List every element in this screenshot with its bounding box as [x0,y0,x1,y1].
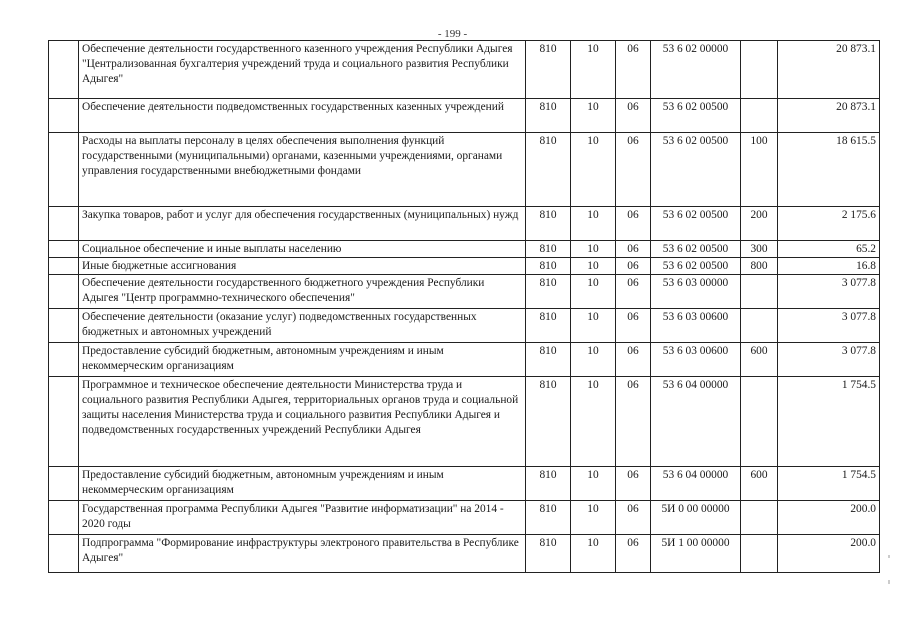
expense-type-code [741,309,778,343]
expense-type-code [741,377,778,467]
ministry-code: 810 [526,241,571,258]
expense-type-code: 300 [741,241,778,258]
table-row [49,309,880,343]
item-name: Программное и техническое обеспечение деятельности Министерства труда и социального развития Республики Адыгея, территориальных органов труда и социальной защиты населения Министерства труда и социального развития Республики Адыгея и подведомственных государственных учреждений Республики Адыгея [79,377,526,467]
blank-cell [49,133,79,207]
blank-cell [49,343,79,377]
subsection-code: 06 [616,275,651,309]
subsection-code: 06 [616,133,651,207]
expense-type-code: 600 [741,343,778,377]
amount: 3 077.8 [778,309,880,343]
amount: 3 077.8 [778,275,880,309]
blank-cell [49,258,79,275]
ministry-code: 810 [526,343,571,377]
target-article-code: 53 6 02 00500 [651,207,741,241]
section-code: 10 [571,133,616,207]
amount: 65.2 [778,241,880,258]
subsection-code: 06 [616,207,651,241]
ministry-code: 810 [526,275,571,309]
subsection-code: 06 [616,241,651,258]
section-code: 10 [571,207,616,241]
amount: 20 873.1 [778,41,880,99]
expense-type-code: 200 [741,207,778,241]
item-name: Иные бюджетные ассигнования [79,258,526,275]
expense-type-code: 800 [741,258,778,275]
amount: 200.0 [778,535,880,573]
section-code: 10 [571,343,616,377]
table-row [49,467,880,501]
amount: 200.0 [778,501,880,535]
ministry-code: 810 [526,258,571,275]
section-code: 10 [571,377,616,467]
table-row [49,241,880,258]
target-article-code: 53 6 02 00000 [651,41,741,99]
amount: 1 754.5 [778,377,880,467]
target-article-code: 53 6 04 00000 [651,377,741,467]
section-code: 10 [571,41,616,99]
item-name: Обеспечение деятельности государственного казенного учреждения Республики Адыгея "Централизованная бухгалтерия учреждений труда и социального развития Республики Адыгея" [79,41,526,99]
subsection-code: 06 [616,377,651,467]
target-article-code: 53 6 02 00500 [651,258,741,275]
table-row [49,99,880,133]
section-code: 10 [571,501,616,535]
target-article-code: 5И 0 00 00000 [651,501,741,535]
expense-type-code: 100 [741,133,778,207]
scan-mark [888,555,890,558]
target-article-code: 53 6 02 00500 [651,99,741,133]
expense-type-code [741,501,778,535]
table-row [49,343,880,377]
item-name: Государственная программа Республики Адыгея "Развитие информатизации" на 2014 - 2020 годы [79,501,526,535]
expense-type-code: 600 [741,467,778,501]
ministry-code: 810 [526,377,571,467]
ministry-code: 810 [526,207,571,241]
section-code: 10 [571,258,616,275]
amount: 2 175.6 [778,207,880,241]
table-row [49,501,880,535]
section-code: 10 [571,467,616,501]
subsection-code: 06 [616,99,651,133]
table-row [49,275,880,309]
table-row [49,41,880,99]
amount: 20 873.1 [778,99,880,133]
table-row [49,133,880,207]
item-name: Расходы на выплаты персоналу в целях обеспечения выполнения функций государственными (муниципальными) органами, казенными учреждениями, органами управления государственными внебюджетными фондами [79,133,526,207]
section-code: 10 [571,241,616,258]
item-name: Обеспечение деятельности (оказание услуг) подведомственных государственных бюджетных и автономных учреждений [79,309,526,343]
blank-cell [49,207,79,241]
blank-cell [49,535,79,573]
subsection-code: 06 [616,309,651,343]
blank-cell [49,241,79,258]
amount: 3 077.8 [778,343,880,377]
item-name: Предоставление субсидий бюджетным, автономным учреждениям и иным некоммерческим организациям [79,467,526,501]
section-code: 10 [571,99,616,133]
blank-cell [49,275,79,309]
blank-cell [49,309,79,343]
item-name: Подпрограмма "Формирование инфраструктуры электроного правительства в Республике Адыгея" [79,535,526,573]
ministry-code: 810 [526,535,571,573]
section-code: 10 [571,535,616,573]
expense-type-code [741,41,778,99]
table-row [49,535,880,573]
blank-cell [49,467,79,501]
item-name: Обеспечение деятельности подведомственных государственных казенных учреждений [79,99,526,133]
table-row [49,377,880,467]
target-article-code: 53 6 03 00000 [651,275,741,309]
ministry-code: 810 [526,41,571,99]
target-article-code: 53 6 02 00500 [651,241,741,258]
subsection-code: 06 [616,467,651,501]
item-name: Обеспечение деятельности государственного бюджетного учреждения Республики Адыгея "Центр программно-технического обеспечения" [79,275,526,309]
page-number: - 199 - [437,28,468,40]
target-article-code: 53 6 03 00600 [651,309,741,343]
ministry-code: 810 [526,501,571,535]
subsection-code: 06 [616,535,651,573]
target-article-code: 5И 1 00 00000 [651,535,741,573]
subsection-code: 06 [616,501,651,535]
expense-type-code [741,275,778,309]
section-code: 10 [571,275,616,309]
item-name: Социальное обеспечение и иные выплаты населению [79,241,526,258]
subsection-code: 06 [616,258,651,275]
target-article-code: 53 6 03 00600 [651,343,741,377]
expense-type-code [741,535,778,573]
item-name: Предоставление субсидий бюджетным, автономным учреждениям и иным некоммерческим организациям [79,343,526,377]
ministry-code: 810 [526,133,571,207]
blank-cell [49,501,79,535]
item-name: Закупка товаров, работ и услуг для обеспечения государственных (муниципальных) нужд [79,207,526,241]
amount: 16.8 [778,258,880,275]
blank-cell [49,41,79,99]
subsection-code: 06 [616,41,651,99]
expense-type-code [741,99,778,133]
scan-mark [888,580,890,584]
target-article-code: 53 6 02 00500 [651,133,741,207]
blank-cell [49,377,79,467]
budget-table [48,40,880,573]
amount: 18 615.5 [778,133,880,207]
table-row [49,258,880,275]
section-code: 10 [571,309,616,343]
amount: 1 754.5 [778,467,880,501]
subsection-code: 06 [616,343,651,377]
ministry-code: 810 [526,309,571,343]
blank-cell [49,99,79,133]
table-row [49,207,880,241]
ministry-code: 810 [526,467,571,501]
target-article-code: 53 6 04 00000 [651,467,741,501]
ministry-code: 810 [526,99,571,133]
